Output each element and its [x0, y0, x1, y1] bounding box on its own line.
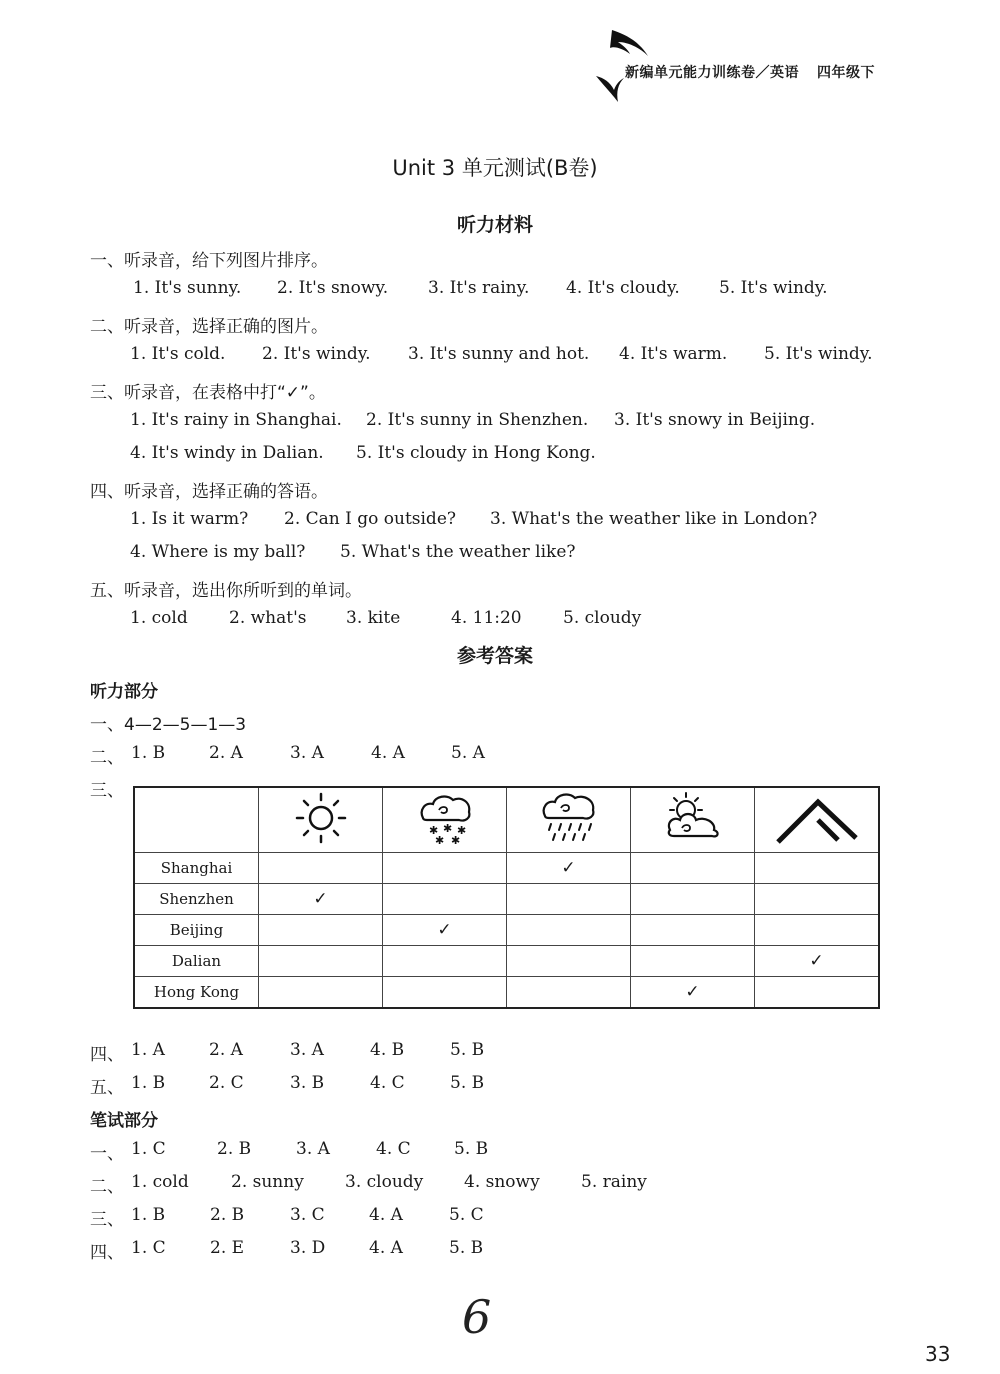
city-cell: Hong Kong: [134, 977, 259, 1009]
lm-item: 5. It's windy.: [719, 278, 828, 298]
answer-cell: [755, 884, 880, 915]
table-row: [134, 915, 879, 946]
answer-l4-line: [0, 1040, 1000, 1064]
running-header: [625, 62, 875, 82]
svg-text:✱: ✱: [442, 822, 452, 835]
lm-section-3-line-2: [0, 443, 1000, 467]
answer-cell: [631, 946, 755, 977]
lm-section-1-line: [0, 278, 1000, 302]
check-mark: ✓: [437, 920, 452, 940]
city-cell: Shenzhen: [134, 884, 259, 915]
answer-cell: [507, 915, 631, 946]
listening-materials-heading: 听力材料: [456, 214, 533, 236]
lm-section-3-label: 三、听录音，在表格中打“✓”。: [90, 383, 326, 403]
listening-part-heading: 听力部分: [90, 682, 158, 702]
answer-item: 2. C: [209, 1073, 244, 1093]
answer-cell: [631, 977, 755, 1009]
answer-item: 4. A: [369, 1238, 403, 1258]
check-mark: ✓: [561, 858, 576, 878]
lm-section-5-line: [0, 608, 1000, 632]
answer-w4-label: 四、: [90, 1243, 124, 1263]
written-part-heading: 笔试部分: [90, 1111, 158, 1131]
lm-item: 1. It's cold.: [130, 344, 226, 364]
answer-item: 1. C: [131, 1238, 166, 1258]
answer-item: 5. C: [449, 1205, 484, 1225]
answer-cell: [631, 915, 755, 946]
answer-item: 3. D: [290, 1238, 326, 1258]
answer-cell: [259, 977, 383, 1009]
series-title: 新编单元能力训练卷／英语: [625, 65, 799, 81]
answer-cell: [755, 853, 880, 884]
answer-l2-line: [0, 743, 1000, 767]
weather-answer-table: [133, 786, 880, 1009]
lm-item: 3. It's sunny and hot.: [408, 344, 590, 364]
city-cell: Beijing: [134, 915, 259, 946]
snowy-icon: [413, 790, 477, 846]
answer-item: 3. B: [290, 1073, 325, 1093]
lm-section-5-label: 五、听录音，选出你所听到的单词。: [90, 581, 362, 601]
answer-l1: 一、4—2—5—1—3: [90, 715, 247, 735]
answer-item: 4. C: [370, 1073, 405, 1093]
lm-item: 1. Is it warm?: [130, 509, 249, 529]
lm-item: 2. It's snowy.: [277, 278, 389, 298]
page-number: 33: [925, 1342, 951, 1366]
lm-item: 3. kite: [346, 608, 401, 628]
answer-cell: [507, 853, 631, 884]
svg-text:✱: ✱: [434, 834, 444, 846]
answer-w1-line: [0, 1139, 1000, 1163]
answer-cell: [755, 946, 880, 977]
lm-item: 4. It's cloudy.: [566, 278, 680, 298]
table-corner-cell: [134, 787, 259, 853]
answer-item: 2. B: [210, 1205, 245, 1225]
answer-cell: [383, 884, 507, 915]
answer-cell: [755, 977, 880, 1009]
answer-item: 2. A: [209, 1040, 243, 1060]
lm-item: 4. It's windy in Dalian.: [130, 443, 324, 463]
answer-item: 3. A: [290, 743, 324, 763]
answer-item: 5. B: [450, 1073, 485, 1093]
lm-item: 5. It's windy.: [764, 344, 873, 364]
answer-w2-line: [0, 1172, 1000, 1196]
answer-cell: [259, 853, 383, 884]
lm-item: 2. what's: [229, 608, 307, 628]
answer-item: 5. rainy: [581, 1172, 647, 1192]
answer-item: 5. B: [454, 1139, 489, 1159]
table-row: [134, 946, 879, 977]
answer-cell: [507, 884, 631, 915]
answer-item: 3. A: [290, 1040, 324, 1060]
check-mark: ✓: [313, 889, 328, 909]
lm-item: 1. It's sunny.: [133, 278, 242, 298]
answer-item: 1. cold: [131, 1172, 189, 1192]
lm-item: 2. It's sunny in Shenzhen.: [366, 410, 589, 430]
lm-item: 2. It's windy.: [262, 344, 371, 364]
city-cell: Shanghai: [134, 853, 259, 884]
lm-item: 3. It's snowy in Beijing.: [614, 410, 816, 430]
answer-item: 2. B: [217, 1139, 252, 1159]
answer-l2-label: 二、: [90, 748, 124, 768]
icon-cell: [259, 787, 383, 853]
lm-item: 5. What's the weather like?: [340, 542, 576, 562]
answer-item: 2. sunny: [231, 1172, 304, 1192]
lm-section-3-line-1: [0, 410, 1000, 434]
lm-item: 1. cold: [130, 608, 188, 628]
answer-item: 2. E: [210, 1238, 245, 1258]
grade-label: 四年级下: [817, 65, 875, 81]
rainy-icon: [537, 790, 601, 846]
sunny-icon: [291, 790, 351, 846]
icon-cell: [507, 787, 631, 853]
lm-item: 5. It's cloudy in Hong Kong.: [356, 443, 596, 463]
table-row: [134, 884, 879, 915]
answer-item: 4. A: [369, 1205, 403, 1225]
answer-item: 5. A: [451, 743, 485, 763]
answer-cell: [383, 853, 507, 884]
windy-icon: [772, 790, 862, 846]
check-mark: ✓: [809, 951, 824, 971]
answer-l3-label: 三、: [90, 781, 124, 801]
answer-l5-label: 五、: [90, 1078, 124, 1098]
lm-item: 3. It's rainy.: [428, 278, 530, 298]
table-row: [134, 853, 879, 884]
icon-cell: [755, 787, 880, 853]
answer-w2-label: 二、: [90, 1177, 124, 1197]
lm-section-1-label: 一、听录音，给下列图片排序。: [90, 251, 328, 271]
svg-text:✱: ✱: [428, 824, 438, 837]
answer-cell: [383, 946, 507, 977]
answer-cell: [507, 946, 631, 977]
answer-item: 4. snowy: [464, 1172, 540, 1192]
answer-l4-label: 四、: [90, 1045, 124, 1065]
answer-item: 3. cloudy: [345, 1172, 424, 1192]
city-cell: Dalian: [134, 946, 259, 977]
lm-item: 1. It's rainy in Shanghai.: [130, 410, 342, 430]
lm-section-2-line: [0, 344, 1000, 368]
svg-text:✱: ✱: [450, 834, 460, 846]
answer-item: 3. C: [290, 1205, 325, 1225]
answer-item: 2. A: [209, 743, 243, 763]
icon-cell: [631, 787, 755, 853]
lm-item: 4. 11:20: [451, 608, 522, 628]
answer-cell: [259, 915, 383, 946]
answer-w3-line: [0, 1205, 1000, 1229]
answer-cell: [507, 977, 631, 1009]
answer-cell: [259, 946, 383, 977]
answers-heading: 参考答案: [456, 645, 533, 667]
answer-item: 1. B: [131, 743, 166, 763]
lm-item: 5. cloudy: [563, 608, 642, 628]
answer-item: 5. B: [450, 1040, 485, 1060]
answer-w4-line: [0, 1238, 1000, 1262]
check-mark: ✓: [685, 982, 700, 1002]
answer-cell: [755, 915, 880, 946]
answer-item: 1. A: [131, 1040, 165, 1060]
answer-cell: [631, 853, 755, 884]
table-row: [134, 977, 879, 1009]
cloudy-icon: [660, 790, 726, 846]
handwritten-note: 6: [462, 1290, 492, 1344]
answer-item: 1. C: [131, 1139, 166, 1159]
answer-w1-label: 一、: [90, 1144, 124, 1164]
icon-cell: [383, 787, 507, 853]
lm-section-2-label: 二、听录音，选择正确的图片。: [90, 317, 328, 337]
lm-item: 2. Can I go outside?: [284, 509, 456, 529]
page-title: Unit 3 单元测试(B卷): [392, 156, 598, 180]
answer-cell: [383, 977, 507, 1009]
answer-cell: [631, 884, 755, 915]
answer-cell: [259, 884, 383, 915]
lm-section-4-line-1: [0, 509, 1000, 533]
lm-section-4-line-2: [0, 542, 1000, 566]
lm-item: 3. What's the weather like in London?: [490, 509, 818, 529]
answer-item: 3. A: [296, 1139, 330, 1159]
answer-item: 4. C: [376, 1139, 411, 1159]
answer-w3-label: 三、: [90, 1210, 124, 1230]
lm-section-4-label: 四、听录音，选择正确的答语。: [90, 482, 328, 502]
answer-cell: [383, 915, 507, 946]
svg-text:✱: ✱: [456, 824, 466, 837]
answer-item: 1. B: [131, 1205, 166, 1225]
answer-item: 4. B: [370, 1040, 405, 1060]
answer-item: 4. A: [371, 743, 405, 763]
answer-item: 5. B: [449, 1238, 484, 1258]
answer-l5-line: [0, 1073, 1000, 1097]
answer-item: 1. B: [131, 1073, 166, 1093]
lm-item: 4. Where is my ball?: [130, 542, 306, 562]
table-header-row: [134, 787, 879, 853]
lm-item: 4. It's warm.: [619, 344, 728, 364]
